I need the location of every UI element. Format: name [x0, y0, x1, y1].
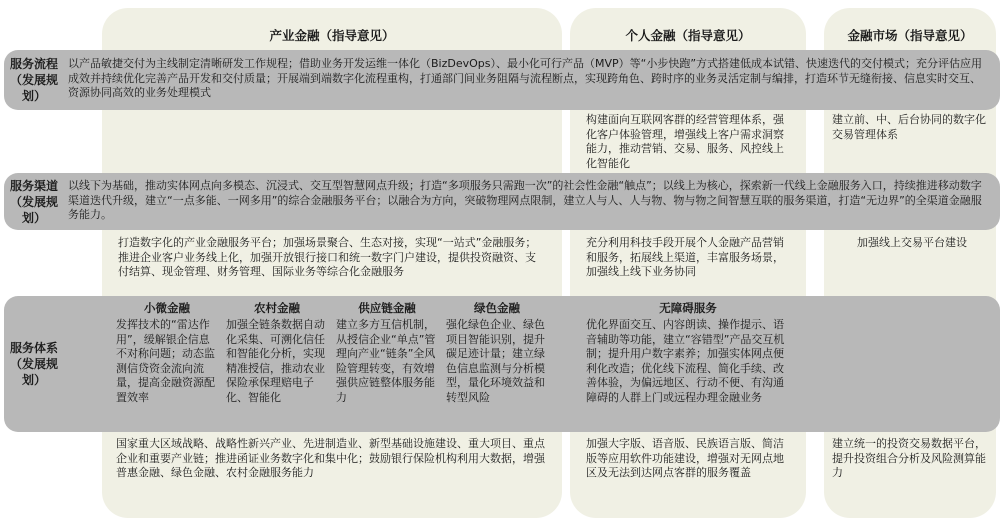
supply-chain-finance-title: 供应链金融 — [358, 301, 416, 315]
green-finance-text: 强化绿色企业、绿色项目智能识别，提升碳足迹计量；建立绿色信息监测与分析模型，量化环境效益和转型风险 — [446, 318, 545, 404]
industry-header: 产业金融（指导意见） — [269, 28, 395, 43]
channel-market-text: 加强线上交易平台建设 — [857, 236, 967, 249]
rural-finance-text: 加强全链条数据自动化采集、可溯化信任和智能化分析，实现精准授信，推动农业保险承保理赔电子化、智能化 — [226, 318, 325, 404]
rural-finance-title: 农村金融 — [254, 301, 300, 315]
accessible-service-text: 优化界面交互、内容朗读、操作提示、语音辅助等功能，建立“容错型”产品交互机制；提升用户数字素养；加强实体网点便利化改造；优化线下流程、简化手续、改善体验，为偏远地区、行动不便、有沟通障碍的人群上门或远程办理金融业务 — [586, 318, 785, 404]
market-header: 金融市场（指导意见） — [847, 28, 973, 43]
personal-header: 个人金融（指导意见） — [625, 28, 751, 43]
accessible-service-title: 无障碍服务 — [659, 301, 717, 315]
process-market-text: 建立前、中、后台协同的数字化交易管理体系 — [832, 113, 986, 141]
micro-finance-text: 发挥技术的“雷达作用”，缓解银企信息不对称问题；动态监测信贷资金流向流量，提高金融资源配置效率 — [116, 318, 215, 404]
process-plan-text: 以产品敏捷交付为主线制定清晰研发工作规程；借助业务开发运维一体化（BizDevOps）、最小化可行产品（MVP）等“小步快跑”方式搭建低成本试错、快速迭代的交付模式；充分评估应用成效并持续优化完善产品开发和交付质量；开展端到端数字化流程重构，打通部门间业务阻隔与流程断点，实现跨角色、跨时序的业务灵活定制与编排，打造环节无缝衔接、信息实时交互、资源协同高效的业务处理模式 — [68, 57, 983, 99]
process-personal-text: 构建面向互联网客群的经营管理体系，强化客户体验管理，增强线上客户需求洞察能力，推动营销、交易、服务、风控线上化智能化 — [586, 113, 784, 170]
system-row-label: 服务体系（发展规划） — [9, 341, 58, 387]
channel-personal-text: 充分利用科技手段开展个人金融产品营销和服务，拓展线上渠道，丰富服务场景，加强线上线下业务协同 — [586, 236, 784, 278]
system-personal-text: 加强大字版、语音版、民族语言版、简洁版等应用软件功能建设，增强对无网点地区及无法到达网点客群的服务覆盖 — [586, 437, 784, 479]
system-industry-text: 国家重大区域战略、战略性新兴产业、先进制造业、新型基础设施建设、重大项目、重点企业和重要产业链；推进函证业务数字化和集中化；鼓励银行保险机构利用大数据，增强普惠金融、绿色金融、农村金融服务能力 — [116, 437, 545, 479]
system-market-text: 建立统一的投资交易数据平台，提升投资组合分析及风险测算能力 — [832, 437, 986, 479]
green-finance-title: 绿色金融 — [474, 301, 520, 315]
micro-finance-title: 小微金融 — [144, 301, 190, 315]
process-row-label: 服务流程（发展规划） — [9, 57, 58, 103]
supply-chain-finance-text: 建立多方互信机制，从授信企业“单点”管理向产业“链条”全风险管理转变，有效增强供应链整体服务能力 — [336, 318, 436, 404]
channel-industry-text: 打造数字化的产业金融服务平台；加强场景聚合、生态对接，实现“一站式”金融服务；推进企业客户业务线上化，加强开放银行接口和统一数字门户建设，提供投资融资、支付结算、现金管理、财务管理、国际业务等综合化金融服务 — [118, 236, 537, 278]
channel-plan-text: 以线下为基础，推动实体网点向多模态、沉浸式、交互型智慧网点升级；打造“多项服务只需跑一次”的社会性金融“触点”；以线上为核心，探索新一代线上金融服务入口，持续推进移动数字渠道迭代升级，建立“一点多能、一网多用”的综合金融服务平台；以融合为方向，突破物理网点限制，建立人与人、人与物、物与物之间智慧互联的服务渠道，打造“无边界”的全渠道金融服务能力。 — [68, 179, 982, 221]
channel-row-label: 服务渠道（发展规划） — [9, 179, 58, 225]
